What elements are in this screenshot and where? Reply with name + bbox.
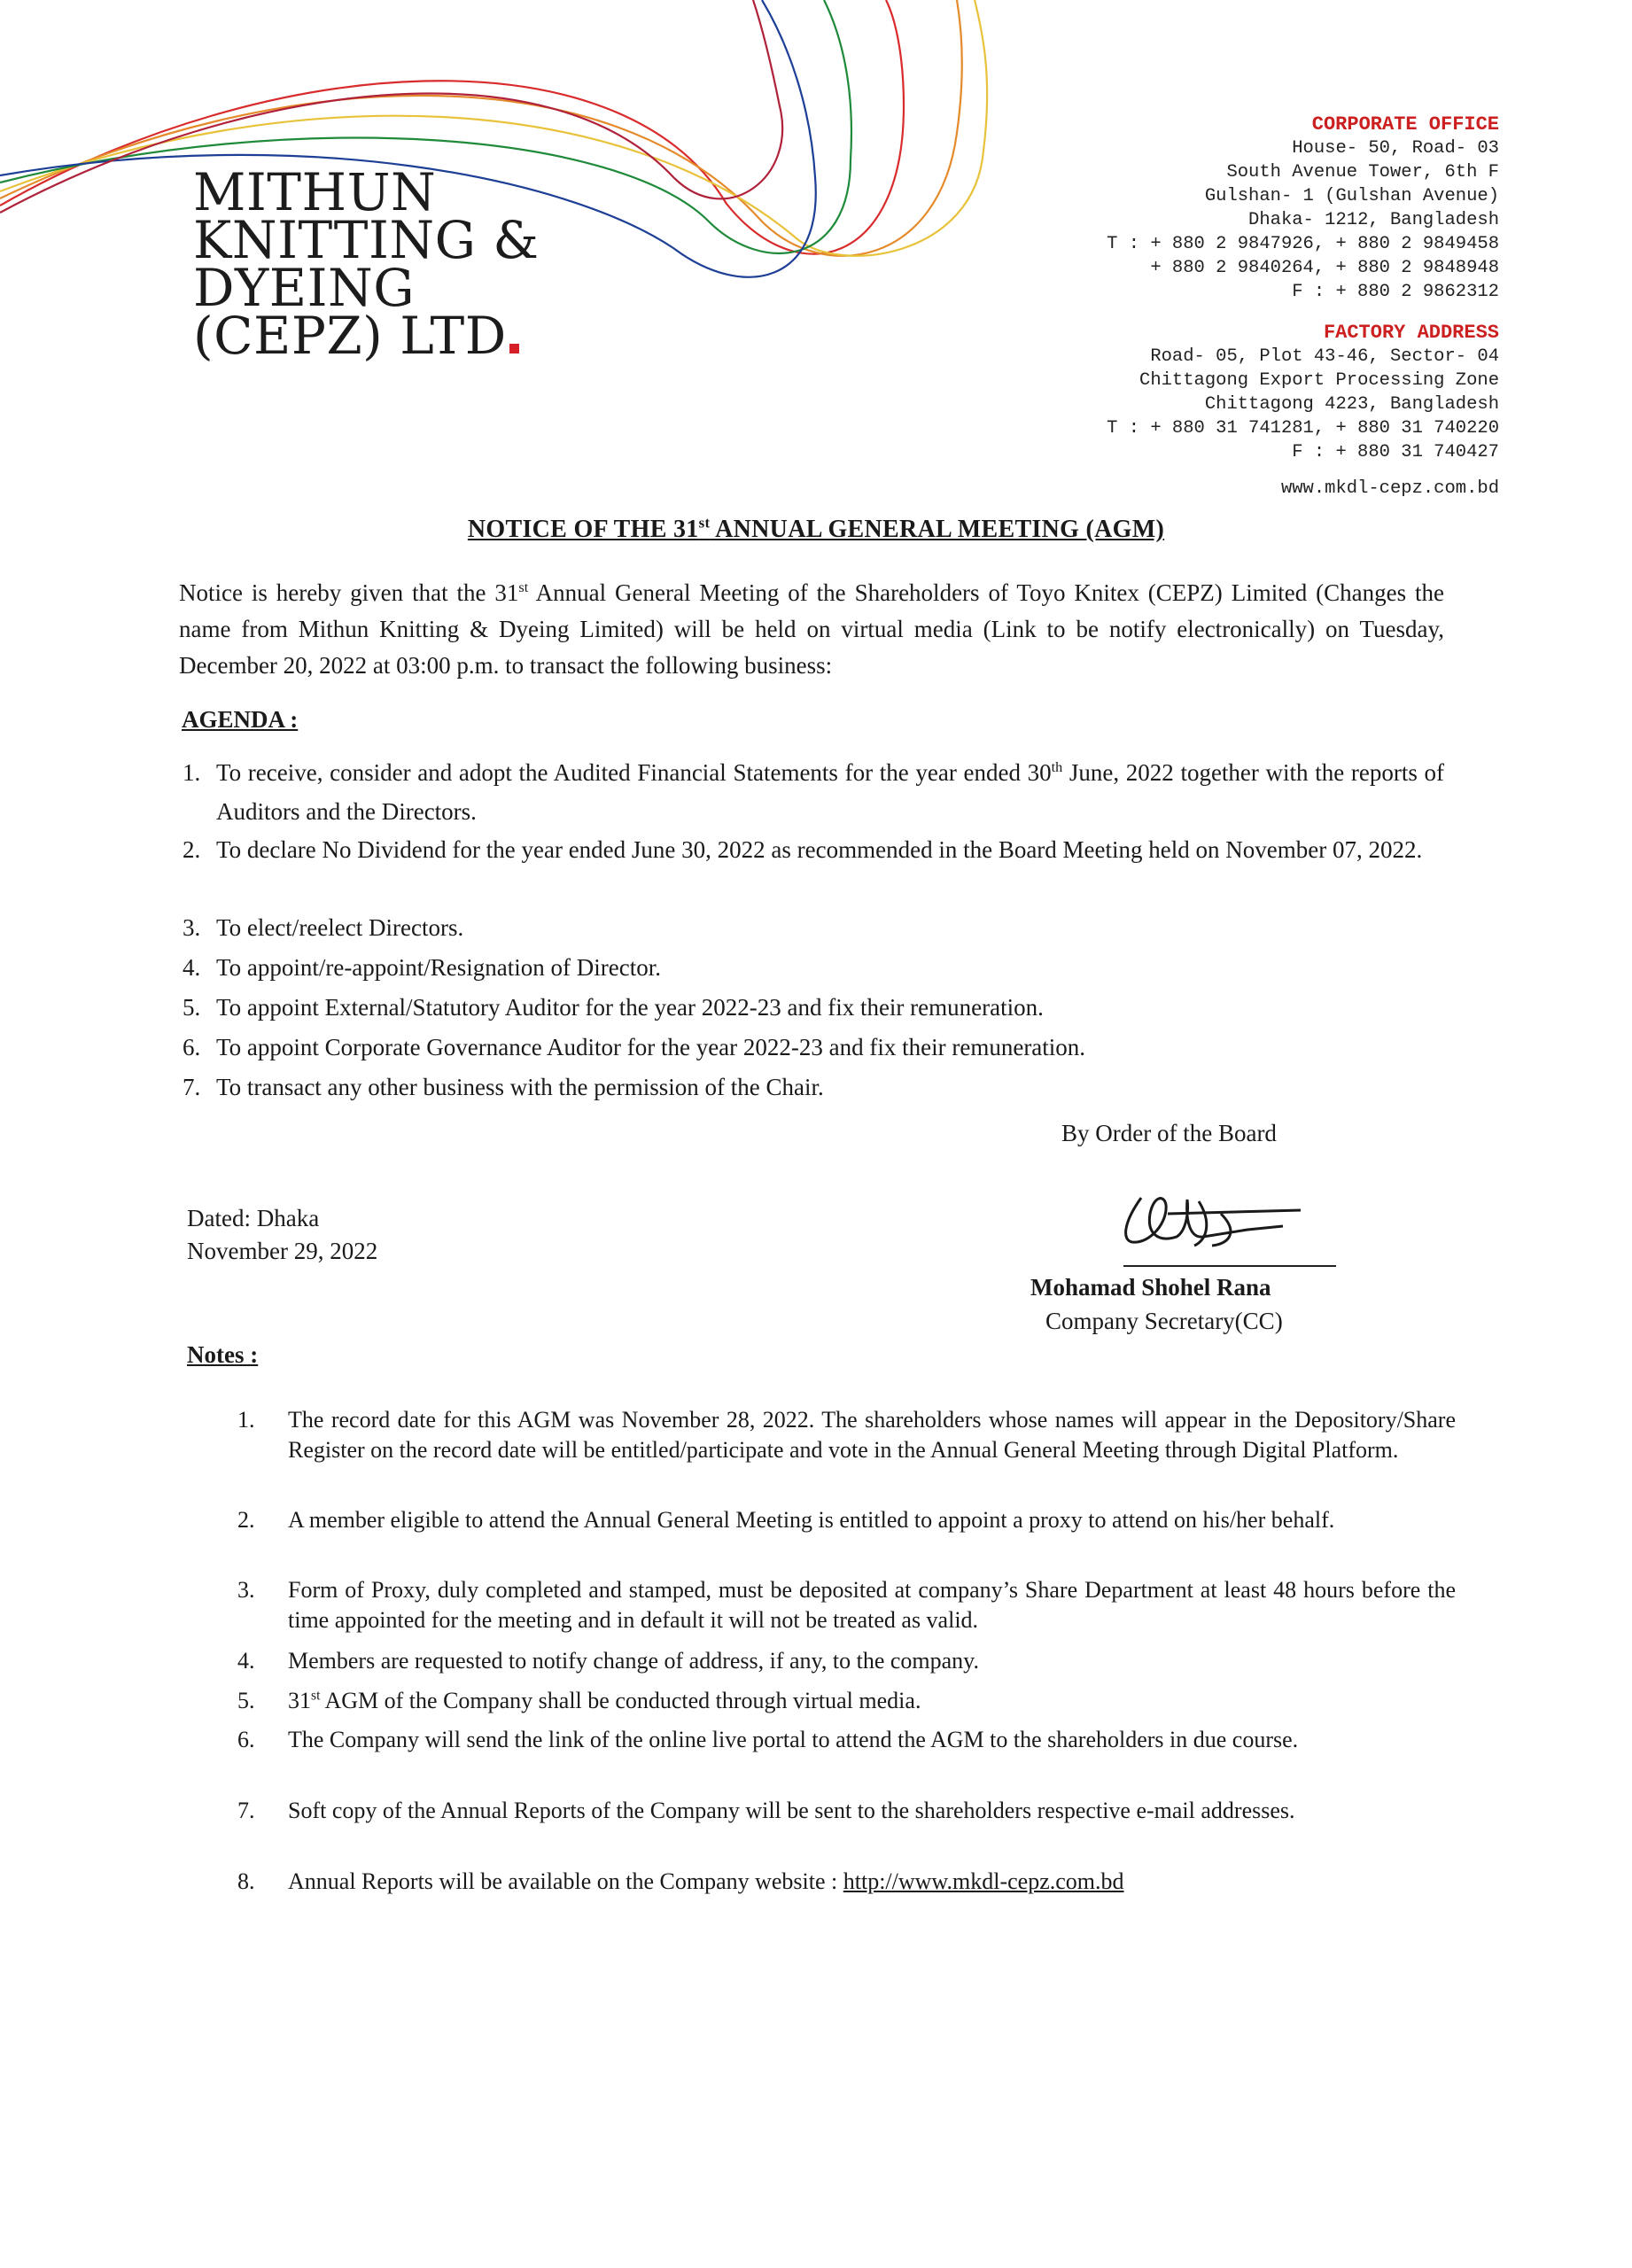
factory-address-line: Chittagong Export Processing Zone [1139,370,1499,391]
website-text: www.mkdl-cepz.com.bd [1280,478,1499,499]
agenda-item: 1. To receive, consider and adopt the Audited Financial Statements for the year ended 30th June, 2022 together with the reports of Auditors and the Directors. [183,759,1444,825]
factory-address-line: F : + 880 31 740427 [1292,442,1499,462]
red-dot-mark [509,344,519,353]
signatory-name: Mohamad Shohel Rana [1030,1274,1271,1301]
agenda-item: 6. To appoint Corporate Governance Auditor for the year 2022-23 and fix their remuneration. [183,1034,1086,1060]
notice-intro: Notice is hereby given that the 31st Annual General Meeting of the Shareholders of Toyo Knitex (CEPZ) Limited (Changes the name from Mithun Knitting & Dyeing Limited) will be held on virtual media (Link to be notify electronically) on Tuesday, December 20, 2022 at 03:00 p.m. to transact the following business: [179,579,1444,679]
dated-date: November 29, 2022 [187,1238,378,1264]
notice-title: NOTICE OF THE 31st ANNUAL GENERAL MEETING (AGM) [467,514,1165,543]
company-name [193,162,654,366]
company-name-line-4: (CEPZ) LTD [193,306,507,366]
website-link[interactable]: http://www.mkdl-cepz.com.bd [843,1868,1124,1894]
company-name-line-3: DYEING [193,258,416,318]
signature-line [1123,1265,1336,1267]
by-order-text: By Order of the Board [1061,1120,1277,1146]
corporate-office-line: South Avenue Tower, 6th F [1226,162,1499,183]
corporate-office-line: Gulshan- 1 (Gulshan Avenue) [1204,186,1499,206]
corporate-office-line: F : + 880 2 9862312 [1292,282,1499,302]
corporate-office-block [932,113,1499,304]
agenda-item: 5. To appoint External/Statutory Auditor for the year 2022-23 and fix their remuneration. [183,994,1044,1021]
signature-graphic [1115,1187,1345,1267]
notes-heading: Notes : [187,1341,259,1368]
signatory-title: Company Secretary(CC) [1045,1308,1283,1334]
factory-address-line: Road- 05, Plot 43-46, Sector- 04 [1150,346,1499,367]
factory-address-title: FACTORY ADDRESS [1323,322,1499,344]
company-name-line-1: MITHUN [193,162,437,222]
corporate-office-line: House- 50, Road- 03 [1292,138,1499,159]
dated-label: Dated: Dhaka [187,1205,320,1231]
factory-address-line: T : + 880 31 741281, + 880 31 740220 [1107,418,1499,439]
corporate-office-line: T : + 880 2 9847926, + 880 2 9849458 [1107,234,1499,254]
agenda-item: 7. To transact any other business with the permission of the Chair. [183,1074,824,1100]
corporate-office-line: Dhaka- 1212, Bangladesh [1248,210,1499,230]
company-name-line-2: KNITTING & [193,210,540,270]
agenda-item: 2. To declare No Dividend for the year ended June 30, 2022 as recommended in the Board Meeting held on November 07, 2022. [183,836,1423,863]
corporate-office-line: + 880 2 9840264, + 880 2 9848948 [1150,258,1499,278]
agenda-item: 4. To appoint/re-appoint/Resignation of Director. [183,954,661,981]
factory-address-block [932,321,1499,464]
corporate-office-title: CORPORATE OFFICE [1311,113,1499,136]
factory-address-line: Chittagong 4223, Bangladesh [1204,394,1499,415]
agenda-heading: AGENDA : [182,706,299,733]
agenda-item: 3. To elect/reelect Directors. [183,914,464,941]
